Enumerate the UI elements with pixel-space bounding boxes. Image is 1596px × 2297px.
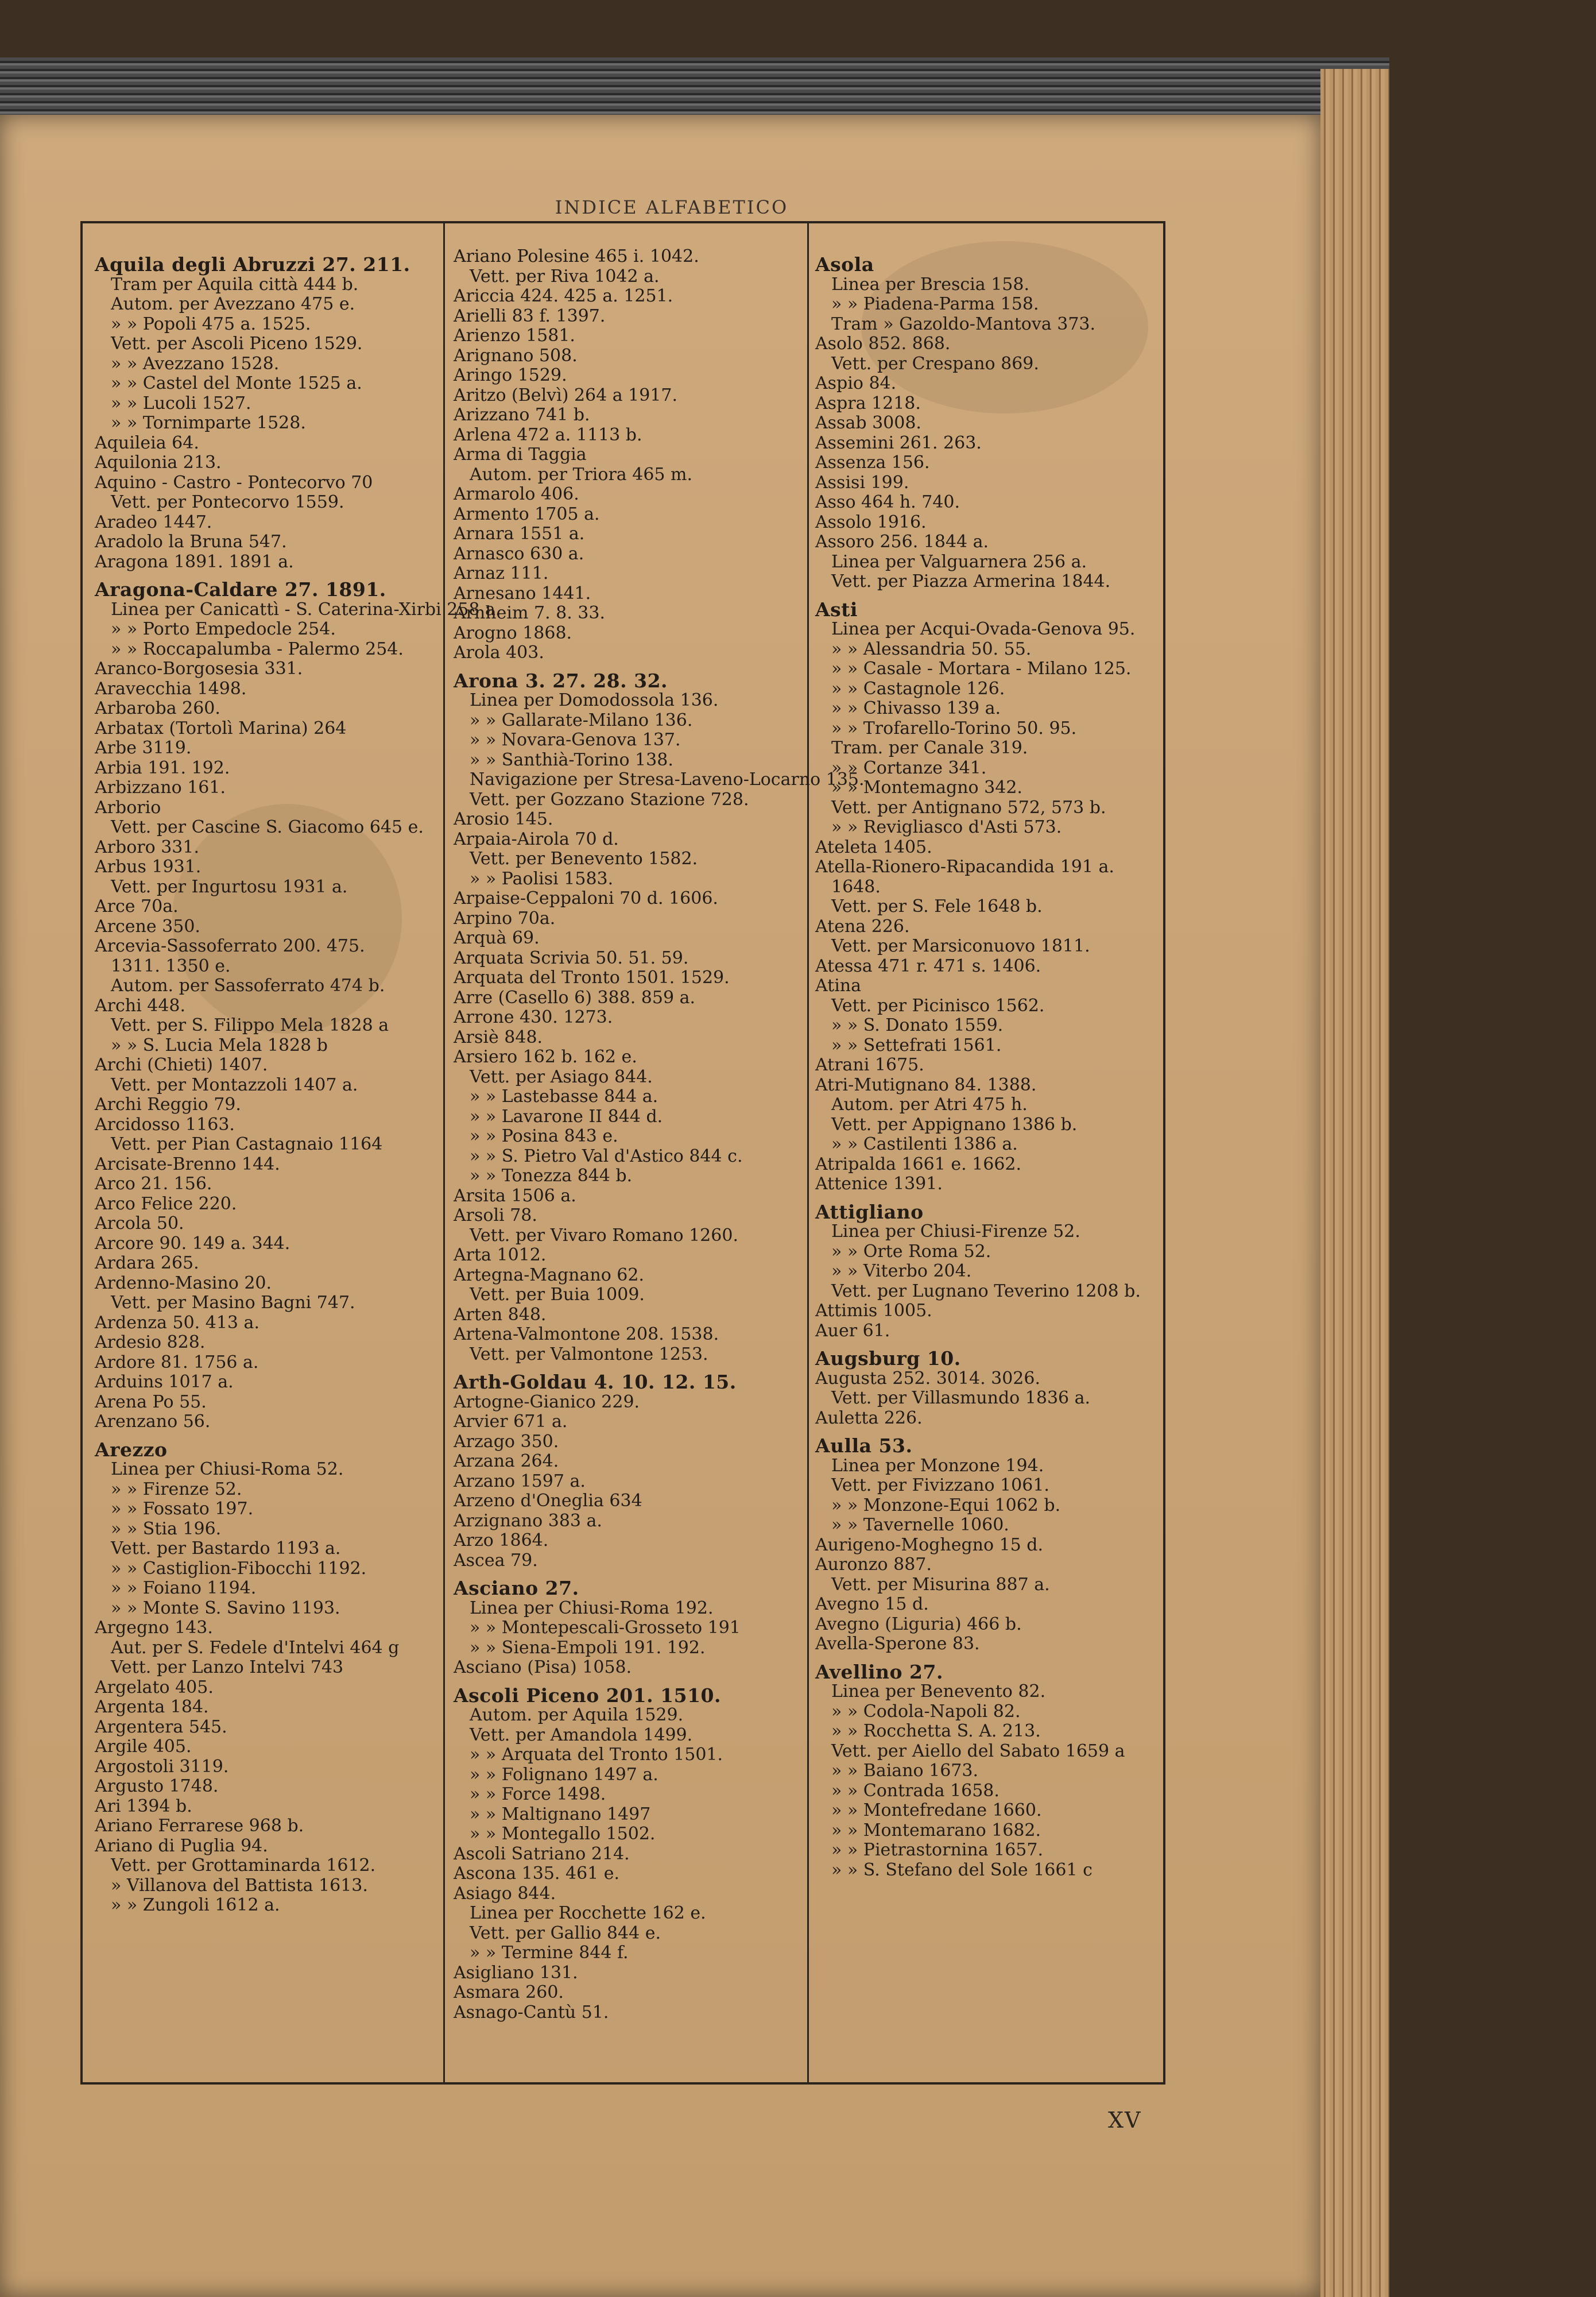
index-entry: Vett. per Aiello del Sabato 1659 a bbox=[831, 1741, 1125, 1761]
index-entry: Autom. per Aquila 1529. bbox=[470, 1705, 684, 1725]
index-entry: Arignano 508. bbox=[454, 345, 578, 366]
index-entry: Arnaz 111. bbox=[454, 563, 549, 583]
index-entry: Arzana 264. bbox=[454, 1451, 559, 1471]
index-entry: Arcisate-Brenno 144. bbox=[95, 1154, 280, 1174]
index-entry: » » Settefrati 1561. bbox=[831, 1035, 1002, 1055]
index-entry: Aranco-Borgosesia 331. bbox=[95, 659, 303, 679]
index-entry: Arco 21. 156. bbox=[95, 1174, 212, 1194]
index-entry: Arvier 671 a. bbox=[454, 1412, 568, 1432]
index-entry: Augusta 252. 3014. 3026. bbox=[815, 1368, 1041, 1389]
index-entry: » » Arquata del Tronto 1501. bbox=[470, 1745, 723, 1765]
index-entry: Arduins 1017 a. bbox=[95, 1372, 234, 1392]
index-entry: Vett. per Gozzano Stazione 728. bbox=[470, 789, 749, 810]
index-entry: Vett. per Ascoli Piceno 1529. bbox=[111, 334, 363, 354]
index-entry: Vett. per Masino Bagni 747. bbox=[111, 1293, 355, 1313]
index-heading: Aulla 53. bbox=[815, 1434, 913, 1457]
index-entry: » » Alessandria 50. 55. bbox=[831, 639, 1032, 659]
index-entry: » » Avezzano 1528. bbox=[111, 353, 280, 374]
index-entry: » » Montemagno 342. bbox=[831, 778, 1022, 798]
index-entry: Aringo 1529. bbox=[454, 365, 567, 385]
index-heading: Arth-Goldau 4. 10. 12. 15. bbox=[454, 1371, 737, 1393]
index-entry: Ariano Ferrarese 968 b. bbox=[95, 1816, 304, 1836]
index-entry: » » Firenze 52. bbox=[111, 1479, 242, 1499]
index-entry: » » Folignano 1497 a. bbox=[470, 1764, 658, 1785]
index-entry: Autom. per Sassoferrato 474 b. bbox=[111, 976, 385, 996]
index-entry: Aravecchia 1498. bbox=[95, 678, 247, 699]
index-entry: » » Cortanze 341. bbox=[831, 757, 987, 778]
index-entry: Arbaroba 260. bbox=[95, 698, 220, 718]
index-entry: Archi (Chieti) 1407. bbox=[95, 1055, 268, 1075]
index-entry: » » Force 1498. bbox=[470, 1784, 606, 1804]
index-entry: » » Chivasso 139 a. bbox=[831, 698, 1001, 718]
index-entry: » » Castilenti 1386 a. bbox=[831, 1134, 1018, 1154]
page-header: INDICE ALFABETICO bbox=[555, 196, 789, 218]
index-entry: Arena Po 55. bbox=[95, 1391, 207, 1412]
book-fore-edge bbox=[1320, 69, 1389, 2297]
index-entry: Vett. per Buia 1009. bbox=[470, 1285, 645, 1305]
index-entry: » » Tonezza 844 b. bbox=[470, 1166, 633, 1186]
index-entry: Arnesano 1441. bbox=[454, 583, 591, 604]
index-entry: Ascoli Satriano 214. bbox=[454, 1843, 630, 1864]
index-entry: Autom. per Atri 475 h. bbox=[831, 1095, 1028, 1115]
index-entry: Arrone 430. 1273. bbox=[454, 1007, 613, 1027]
index-entry: Arnasco 630 a. bbox=[454, 543, 584, 564]
index-heading: Ascoli Piceno 201. 1510. bbox=[454, 1684, 721, 1707]
index-entry: » » Castiglion-Fibocchi 1192. bbox=[111, 1558, 367, 1579]
index-entry: Arma di Taggia bbox=[454, 444, 587, 465]
index-entry: Vett. per Asiago 844. bbox=[470, 1066, 653, 1087]
index-entry: Avegno 15 d. bbox=[815, 1594, 929, 1614]
index-heading: Avellino 27. bbox=[815, 1660, 943, 1683]
index-entry: Aradeo 1447. bbox=[95, 512, 212, 532]
index-entry: Vett. per S. Fele 1648 b. bbox=[831, 896, 1043, 917]
index-entry: Arbus 1931. bbox=[95, 857, 202, 877]
index-entry: Tram. per Canale 319. bbox=[831, 738, 1028, 758]
index-entry: Vett. per Benevento 1582. bbox=[470, 849, 698, 869]
index-entry: Arbe 3119. bbox=[95, 738, 192, 758]
index-entry: Assenza 156. bbox=[815, 453, 930, 473]
index-entry: Arco Felice 220. bbox=[95, 1193, 237, 1214]
index-entry: » » Lavarone II 844 d. bbox=[470, 1106, 663, 1127]
index-entry: » » Contrada 1658. bbox=[831, 1780, 1000, 1801]
index-entry: Linea per Valguarnera 256 a. bbox=[831, 551, 1087, 572]
index-entry: Aquileia 64. bbox=[95, 432, 199, 453]
index-entry: » » Montegallo 1502. bbox=[470, 1824, 656, 1844]
index-entry: Navigazione per Stresa-Laveno-Locarno 135. bbox=[470, 769, 865, 790]
index-entry: » » Pietrastornina 1657. bbox=[831, 1840, 1043, 1860]
index-entry: Vett. per Lanzo Intelvi 743 bbox=[111, 1657, 344, 1677]
index-entry: Arre (Casello 6) 388. 859 a. bbox=[454, 987, 695, 1008]
index-entry: » » Orte Roma 52. bbox=[831, 1241, 991, 1262]
index-entry: Ateleta 1405. bbox=[815, 837, 932, 857]
index-entry: Arpino 70a. bbox=[454, 908, 556, 929]
index-entry: Linea per Canicattì - S. Caterina-Xirbi 258 a. bbox=[111, 599, 501, 620]
index-entry: Ariccia 424. 425 a. 1251. bbox=[454, 286, 673, 306]
index-entry: » » Fossato 197. bbox=[111, 1499, 254, 1519]
index-heading: Arezzo bbox=[95, 1438, 168, 1461]
index-entry: Ardore 81. 1756 a. bbox=[95, 1352, 259, 1372]
index-entry: Autom. per Triora 465 m. bbox=[470, 464, 693, 485]
index-entry: Ascona 135. 461 e. bbox=[454, 1863, 620, 1884]
index-entry: Ariano di Puglia 94. bbox=[95, 1835, 268, 1856]
index-entry: Arcola 50. bbox=[95, 1213, 184, 1233]
index-entry: Linea per Monzone 194. bbox=[831, 1455, 1044, 1476]
index-entry: Aquino - Castro - Pontecorvo 70 bbox=[95, 472, 373, 493]
index-entry: Arten 848. bbox=[454, 1304, 547, 1325]
index-entry: Asnago-Cantù 51. bbox=[454, 2002, 609, 2023]
index-entry: Argentera 545. bbox=[95, 1716, 227, 1737]
index-entry: Vett. per Ingurtosu 1931 a. bbox=[111, 876, 348, 897]
index-entry: Vett. per Bastardo 1193 a. bbox=[111, 1538, 341, 1559]
index-entry: » » S. Stefano del Sole 1661 c bbox=[831, 1859, 1093, 1880]
index-entry: » » Montepescali-Grosseto 191 bbox=[470, 1618, 741, 1638]
index-entry: » » Monte S. Savino 1193. bbox=[111, 1598, 340, 1618]
index-entry: Asigliano 131. bbox=[454, 1962, 578, 1983]
index-entry: Argenta 184. bbox=[95, 1697, 209, 1717]
index-entry: Vett. per Riva 1042 a. bbox=[470, 266, 660, 287]
column-divider bbox=[443, 221, 445, 2085]
index-entry: Ardenza 50. 413 a. bbox=[95, 1312, 259, 1333]
index-entry: Ardesio 828. bbox=[95, 1332, 206, 1352]
index-entry: Autom. per Avezzano 475 e. bbox=[111, 294, 355, 314]
index-entry: Avella-Sperone 83. bbox=[815, 1634, 980, 1654]
index-entry: » » Trofarello-Torino 50. 95. bbox=[831, 718, 1077, 738]
index-entry: Vett. per Misurina 887 a. bbox=[831, 1574, 1050, 1595]
index-entry: Arogno 1868. bbox=[454, 622, 572, 643]
index-entry: Arcene 350. bbox=[95, 916, 200, 937]
index-entry: » » Rocchetta S. A. 213. bbox=[831, 1721, 1041, 1741]
index-entry: Arsiero 162 b. 162 e. bbox=[454, 1047, 637, 1067]
index-entry: Arborio bbox=[95, 797, 161, 818]
index-entry: Arosio 145. bbox=[454, 809, 553, 829]
index-entry: » » S. Lucia Mela 1828 b bbox=[111, 1035, 328, 1055]
index-entry: Arquata Scrivia 50. 51. 59. bbox=[454, 948, 689, 968]
index-entry: Arnheim 7. 8. 33. bbox=[454, 603, 606, 623]
index-entry: Armento 1705 a. bbox=[454, 504, 600, 524]
index-heading: Asti bbox=[815, 598, 858, 621]
index-heading: Asola bbox=[815, 253, 874, 276]
index-entry: Vett. per Fivizzano 1061. bbox=[831, 1475, 1049, 1495]
index-entry: » » Termine 844 f. bbox=[470, 1943, 629, 1963]
index-entry: Arzeno d'Oneglia 634 bbox=[454, 1491, 642, 1511]
index-entry: Vett. per S. Filippo Mela 1828 a bbox=[111, 1015, 389, 1035]
index-entry: » » Novara-Genova 137. bbox=[470, 730, 681, 750]
index-entry: Arienzo 1581. bbox=[454, 326, 575, 346]
index-entry: Aurigeno-Moghegno 15 d. bbox=[815, 1534, 1044, 1555]
index-heading: Arona 3. 27. 28. 32. bbox=[454, 669, 668, 692]
index-entry: Arcore 90. 149 a. 344. bbox=[95, 1233, 290, 1254]
index-entry: Atri-Mutignano 84. 1388. bbox=[815, 1074, 1037, 1095]
index-entry: » » Lucoli 1527. bbox=[111, 393, 251, 413]
index-entry: Arboro 331. bbox=[95, 837, 200, 857]
index-heading: Aquila degli Abruzzi 27. 211. bbox=[95, 253, 410, 276]
index-entry: Arlena 472 a. 1113 b. bbox=[454, 424, 642, 445]
index-heading: Asciano 27. bbox=[454, 1577, 579, 1599]
index-entry: Arsiè 848. bbox=[454, 1027, 543, 1047]
index-entry: Vett. per Marsiconuovo 1811. bbox=[831, 936, 1090, 956]
index-entry: » » S. Donato 1559. bbox=[831, 1015, 1004, 1035]
index-entry: Argegno 143. bbox=[95, 1618, 213, 1638]
index-entry: Linea per Benevento 82. bbox=[831, 1681, 1046, 1702]
index-entry: » » Casale - Mortara - Milano 125. bbox=[831, 659, 1132, 679]
index-entry: Atessa 471 r. 471 s. 1406. bbox=[815, 956, 1041, 976]
index-entry: Atina bbox=[815, 976, 861, 996]
index-entry: » » Santhià-Torino 138. bbox=[470, 749, 673, 770]
index-entry: Arzignano 383 a. bbox=[454, 1510, 602, 1531]
index-entry: Aspio 84. bbox=[815, 373, 897, 393]
index-entry: » » Montefredane 1660. bbox=[831, 1800, 1042, 1820]
index-entry: Vett. per Piazza Armerina 1844. bbox=[831, 571, 1111, 591]
index-entry: Vett. per Lugnano Teverino 1208 b. bbox=[831, 1281, 1141, 1301]
index-entry: » » Gallarate-Milano 136. bbox=[470, 710, 693, 730]
index-entry: » » Monzone-Equi 1062 b. bbox=[831, 1495, 1061, 1515]
index-entry: Asso 464 h. 740. bbox=[815, 492, 960, 512]
index-entry: Arquata del Tronto 1501. 1529. bbox=[454, 968, 730, 988]
index-entry: Arpaia-Airola 70 d. bbox=[454, 829, 619, 849]
index-entry: Arnara 1551 a. bbox=[454, 524, 585, 544]
index-entry: Vett. per Gallio 844 e. bbox=[470, 1923, 661, 1943]
index-entry: » Villanova del Battista 1613. bbox=[111, 1875, 368, 1896]
index-entry: Vett. per Vivaro Romano 1260. bbox=[470, 1225, 738, 1246]
index-entry: Ari 1394 b. bbox=[95, 1796, 192, 1816]
index-entry: » » Posina 843 e. bbox=[470, 1126, 618, 1146]
index-entry: 1311. 1350 e. bbox=[111, 956, 231, 976]
index-entry: » » Castagnole 126. bbox=[831, 678, 1005, 699]
index-entry: Linea per Chiusi-Roma 52. bbox=[111, 1459, 344, 1479]
index-entry: » » S. Pietro Val d'Astico 844 c. bbox=[470, 1146, 743, 1166]
index-entry: Auletta 226. bbox=[815, 1407, 923, 1428]
index-entry: » » Roccapalumba - Palermo 254. bbox=[111, 639, 404, 659]
index-entry: Linea per Acqui-Ovada-Genova 95. bbox=[831, 619, 1136, 639]
index-entry: Archi Reggio 79. bbox=[95, 1095, 241, 1115]
index-entry: Assolo 1916. bbox=[815, 512, 927, 532]
index-entry: Aritzo (Belvì) 264 a 1917. bbox=[454, 385, 678, 405]
index-entry: Avegno (Liguria) 466 b. bbox=[815, 1614, 1022, 1634]
index-entry: Argusto 1748. bbox=[95, 1776, 219, 1796]
index-entry: Aragona 1891. 1891 a. bbox=[95, 551, 294, 572]
index-entry: Assoro 256. 1844 a. bbox=[815, 532, 989, 552]
index-entry: Atella-Rionero-Ripacandida 191 a. bbox=[815, 857, 1114, 877]
index-entry: Vett. per Crespano 869. bbox=[831, 353, 1039, 374]
index-entry: Arsita 1506 a. bbox=[454, 1185, 576, 1206]
index-entry: Argostoli 3119. bbox=[95, 1756, 229, 1777]
index-entry: Vett. per Pian Castagnaio 1164 bbox=[111, 1134, 383, 1154]
index-entry: Arcidosso 1163. bbox=[95, 1114, 235, 1135]
index-entry: Linea per Brescia 158. bbox=[831, 274, 1029, 295]
index-entry: Aradolo la Bruna 547. bbox=[95, 532, 287, 552]
index-entry: Vett. per Villasmundo 1836 a. bbox=[831, 1388, 1091, 1408]
index-entry: Asolo 852. 868. bbox=[815, 334, 951, 354]
index-entry: Archi 448. bbox=[95, 995, 186, 1016]
index-entry: Argile 405. bbox=[95, 1737, 192, 1757]
index-entry: » » Stia 196. bbox=[111, 1518, 222, 1539]
index-entry: Arquà 69. bbox=[454, 928, 540, 948]
index-entry: Aut. per S. Fedele d'Intelvi 464 g bbox=[111, 1637, 400, 1658]
index-heading: Aragona-Caldare 27. 1891. bbox=[95, 578, 386, 601]
index-entry: Linea per Chiusi-Firenze 52. bbox=[831, 1221, 1080, 1242]
index-entry: Vett. per Cascine S. Giacomo 645 e. bbox=[111, 817, 424, 837]
index-entry: 1648. bbox=[831, 876, 881, 897]
index-entry: » » Lastebasse 844 a. bbox=[470, 1086, 658, 1107]
index-entry: Ascea 79. bbox=[454, 1550, 538, 1571]
index-entry: Asiago 844. bbox=[454, 1883, 556, 1904]
index-entry: Arenzano 56. bbox=[95, 1412, 211, 1432]
index-entry: Arsoli 78. bbox=[454, 1205, 537, 1225]
index-entry: Armarolo 406. bbox=[454, 484, 579, 504]
index-entry: Vett. per Appignano 1386 b. bbox=[831, 1114, 1078, 1135]
page-number: XV bbox=[1108, 2107, 1142, 2133]
index-entry: Arcevia-Sassoferrato 200. 475. bbox=[95, 936, 365, 956]
index-entry: Ardara 265. bbox=[95, 1253, 199, 1273]
index-entry: Atena 226. bbox=[815, 916, 910, 937]
index-entry: » » Revigliasco d'Asti 573. bbox=[831, 817, 1062, 837]
index-entry: Tram » Gazoldo-Mantova 373. bbox=[831, 314, 1096, 334]
index-entry: Arta 1012. bbox=[454, 1245, 547, 1265]
index-entry: Arielli 83 f. 1397. bbox=[454, 306, 606, 326]
index-entry: » » Siena-Empoli 191. 192. bbox=[470, 1637, 706, 1658]
index-entry: Argelato 405. bbox=[95, 1677, 214, 1697]
index-entry: Arizzano 741 b. bbox=[454, 405, 590, 425]
index-entry: Linea per Domodossola 136. bbox=[470, 690, 719, 710]
index-entry: » » Zungoli 1612 a. bbox=[111, 1895, 280, 1915]
index-column-3 bbox=[815, 247, 1160, 2079]
index-entry: » » Castel del Monte 1525 a. bbox=[111, 373, 362, 393]
index-entry: » » Montemarano 1682. bbox=[831, 1820, 1041, 1840]
index-entry: Asciano (Pisa) 1058. bbox=[454, 1657, 632, 1677]
index-entry: Vett. per Picinisco 1562. bbox=[831, 995, 1045, 1016]
index-entry: Aspra 1218. bbox=[815, 393, 921, 413]
index-entry: » » Viterbo 204. bbox=[831, 1261, 972, 1281]
index-entry: Ariano Polesine 465 i. 1042. bbox=[454, 246, 699, 266]
index-heading: Attigliano bbox=[815, 1200, 924, 1223]
index-entry: Vett. per Pontecorvo 1559. bbox=[111, 492, 344, 512]
index-entry: Arola 403. bbox=[454, 643, 544, 663]
index-entry: » » Maltignano 1497 bbox=[470, 1804, 651, 1824]
index-entry: Auronzo 887. bbox=[815, 1554, 932, 1575]
index-entry: Auer 61. bbox=[815, 1320, 890, 1341]
index-entry: Vett. per Antignano 572, 573 b. bbox=[831, 797, 1106, 818]
index-entry: Assisi 199. bbox=[815, 472, 909, 493]
index-entry: Asmara 260. bbox=[454, 1982, 564, 2002]
index-entry: » » Paolisi 1583. bbox=[470, 868, 614, 889]
index-entry: » » Codola-Napoli 82. bbox=[831, 1701, 1021, 1722]
index-entry: Arzano 1597 a. bbox=[454, 1471, 586, 1491]
index-entry: Atripalda 1661 e. 1662. bbox=[815, 1154, 1022, 1174]
index-entry: Attimis 1005. bbox=[815, 1301, 932, 1321]
index-entry: Aquilonia 213. bbox=[95, 453, 222, 473]
index-entry: Arbia 191. 192. bbox=[95, 757, 230, 778]
index-entry: Arce 70a. bbox=[95, 896, 179, 917]
index-entry: Vett. per Valmontone 1253. bbox=[470, 1344, 708, 1364]
index-entry: Artogne-Gianico 229. bbox=[454, 1391, 640, 1412]
index-entry: Arzago 350. bbox=[454, 1431, 559, 1452]
index-entry: Arbatax (Tortolì Marina) 264 bbox=[95, 718, 347, 738]
index-entry: Arbizzano 161. bbox=[95, 778, 226, 798]
index-entry: Tram per Aquila città 444 b. bbox=[111, 274, 359, 295]
index-entry: » » Popoli 475 a. 1525. bbox=[111, 314, 311, 334]
index-entry: Atrani 1675. bbox=[815, 1055, 924, 1075]
index-entry: Assemini 261. 263. bbox=[815, 432, 982, 453]
index-entry: Vett. per Grottaminarda 1612. bbox=[111, 1855, 376, 1876]
index-entry: Artena-Valmontone 208. 1538. bbox=[454, 1324, 719, 1344]
index-entry: Ardenno-Masino 20. bbox=[95, 1273, 272, 1293]
index-entry: » » Piadena-Parma 158. bbox=[831, 294, 1039, 314]
index-entry: » » Tavernelle 1060. bbox=[831, 1515, 1009, 1535]
index-entry: Arpaise-Ceppaloni 70 d. 1606. bbox=[454, 888, 718, 908]
index-entry: Vett. per Amandola 1499. bbox=[470, 1724, 693, 1745]
index-entry: » » Porto Empedocle 254. bbox=[111, 619, 336, 639]
index-entry: Attenice 1391. bbox=[815, 1174, 943, 1194]
index-entry: Arzo 1864. bbox=[454, 1530, 549, 1550]
index-entry: Linea per Chiusi-Roma 192. bbox=[470, 1598, 714, 1618]
index-entry: » » Foiano 1194. bbox=[111, 1578, 257, 1598]
index-entry: Vett. per Montazzoli 1407 a. bbox=[111, 1074, 358, 1095]
index-heading: Augsburg 10. bbox=[815, 1347, 961, 1370]
index-entry: » » Baiano 1673. bbox=[831, 1761, 978, 1781]
index-entry: » » Tornimparte 1528. bbox=[111, 413, 306, 433]
index-entry: Linea per Rocchette 162 e. bbox=[470, 1903, 706, 1923]
index-entry: Artegna-Magnano 62. bbox=[454, 1264, 645, 1285]
index-entry: Assab 3008. bbox=[815, 413, 921, 433]
